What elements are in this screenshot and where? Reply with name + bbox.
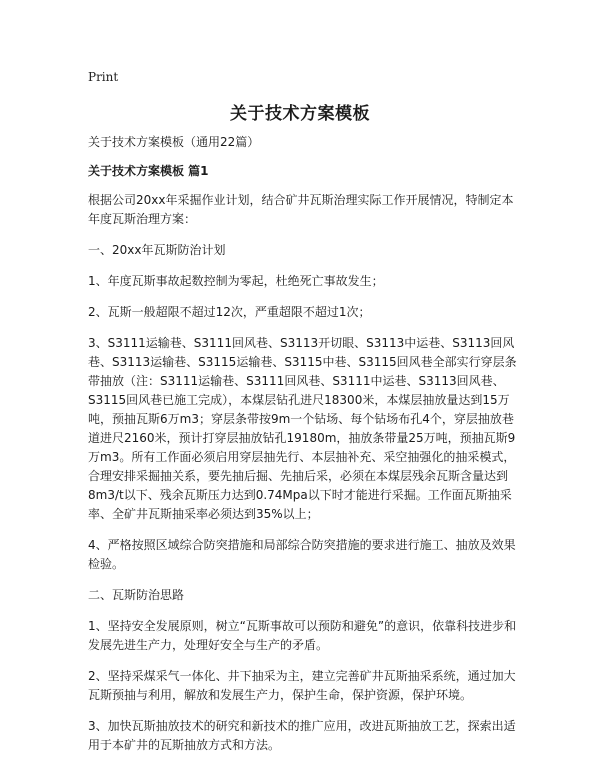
- paragraph-intro: 根据公司20xx年采掘作业计划，结合矿井瓦斯治理实际工作开展情况，特制定本年度瓦斯治理方案：: [88, 193, 514, 226]
- page-title: 关于技术方案模板: [230, 104, 370, 124]
- paragraph-approach-3: 3、加快瓦斯抽放技术的研究和新技术的推广应用，改进瓦斯抽放工艺，探索出适用于本矿井的瓦斯抽放方式和方法。: [88, 719, 516, 752]
- paragraph-approach-1: 1、坚持安全发展原则，树立“瓦斯事故可以预防和避免”的意识，依靠科技进步和发展先进生产力，处理好安全与生产的矛盾。: [88, 619, 517, 652]
- paragraph-item-3: 3、S3111运输巷、S3111回风巷、S3113开切眼、S3113中运巷、S3113回风巷、S3113运输巷、S3115运输巷、S3115中巷、S3115回风巷全部实行穿层条带抽放（注：S3111运输巷、S3111回风巷、S3111中运巷、S3113回风巷、S3115回风巷已施工完成），本煤层钻孔进尺18300米，本煤层抽放量达到15万吨，预抽瓦斯6万m3；穿层条带按9m一个钻场、每个钻场布孔4个，穿层抽放巷道进尺2160米，预计打穿层抽放钻孔19180m，抽放条带量25万吨，预抽瓦斯9万m3。所有工作面必须启用穿层抽先行、本层抽补充、采空抽强化的抽采模式，合理安排采掘抽关系，要先抽后掘、先抽后采，必须在本煤层残余瓦斯含量达到8m3/t以下、残余瓦斯压力达到0.74Mpa以下时才能进行采掘。工作面瓦斯抽采率、全矿井瓦斯抽采率必须达到35%以上；: [88, 336, 517, 521]
- heading-approach: 二、瓦斯防治思路: [88, 588, 185, 602]
- heading-plan: 一、20xx年瓦斯防治计划: [88, 243, 226, 257]
- document-body: [88, 133, 524, 767]
- section-heading: 关于技术方案模板 篇1: [88, 164, 209, 178]
- print-label: Print: [88, 70, 119, 84]
- paragraph-item-4: 4、严格按照区域综合防突措施和局部综合防突措施的要求进行施工、抽放及效果检验。: [88, 538, 516, 571]
- document-subtitle: 关于技术方案模板（通用22篇）: [88, 135, 260, 149]
- paragraph-item-2: 2、瓦斯一般超限不超过12次，严重超限不超过1次；: [88, 305, 371, 319]
- paragraph-item-1: 1、年度瓦斯事故起数控制为零起，杜绝死亡事故发生；: [88, 274, 384, 288]
- paragraph-approach-2: 2、坚持采煤采气一体化、井下抽采为主，建立完善矿井瓦斯抽采系统，通过加大瓦斯预抽与利用，解放和发展生产力，保护生命，保护资源，保护环境。: [88, 669, 516, 702]
